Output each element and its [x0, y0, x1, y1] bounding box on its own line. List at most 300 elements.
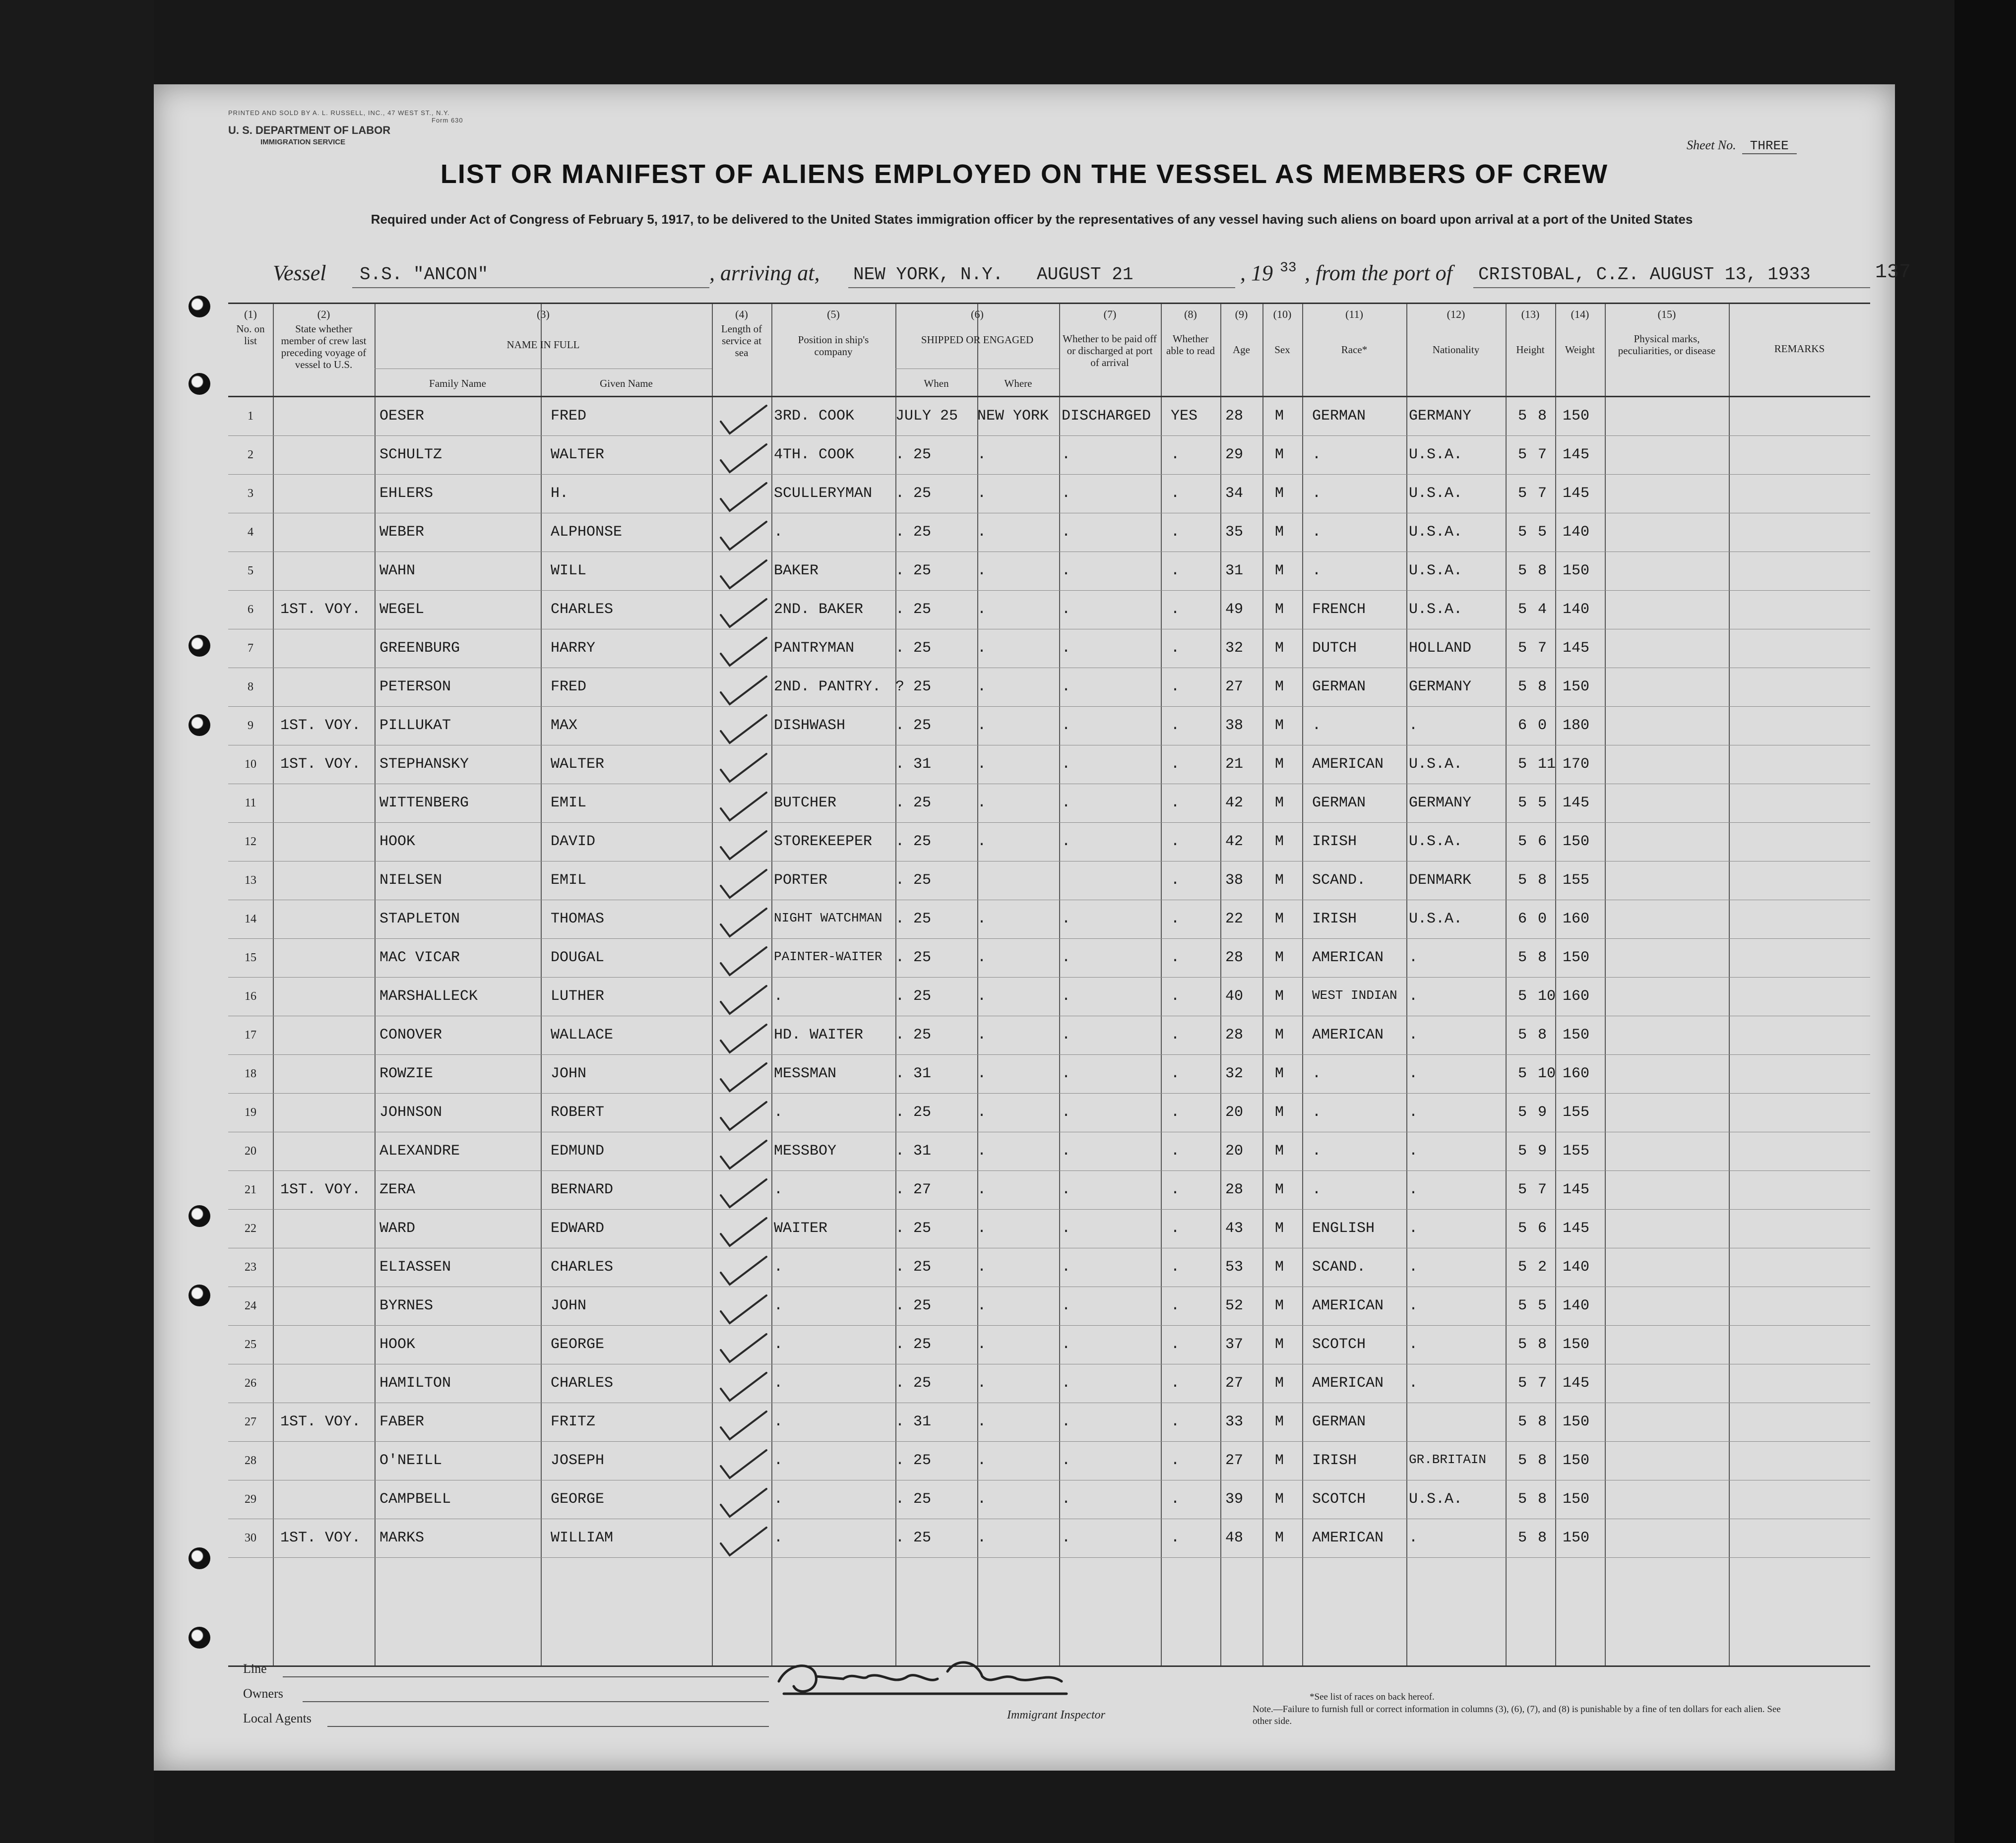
row-paid: . [1062, 601, 1071, 618]
row-race: GERMAN [1312, 408, 1366, 425]
row-read: YES [1171, 408, 1198, 425]
row-nationality: U.S.A. [1409, 524, 1463, 541]
service-checkmark [717, 1215, 771, 1250]
row-when: . 25 [895, 1375, 932, 1392]
row-given: GEORGE [551, 1491, 605, 1508]
binding-hole-5 [189, 1205, 210, 1227]
row-race: AMERICAN [1312, 1297, 1384, 1314]
row-paid: . [1062, 562, 1071, 579]
row-age: 20 [1225, 1104, 1244, 1121]
row-age: 31 [1225, 562, 1244, 579]
row-rule [228, 1093, 1870, 1094]
service-checkmark [717, 1447, 771, 1482]
row-age: 37 [1225, 1336, 1244, 1353]
row-race: SCOTCH [1312, 1491, 1366, 1508]
row-age: 28 [1225, 408, 1244, 425]
row-in: 2 [1538, 1259, 1547, 1276]
row-sex: M [1275, 1181, 1284, 1198]
row-weight: 145 [1563, 1220, 1590, 1237]
col9-label: Age [1233, 344, 1250, 356]
col3-given: Given Name [600, 377, 653, 389]
row-race: SCAND. [1312, 872, 1366, 889]
row-nationality: . [1409, 949, 1418, 966]
row-weight: 170 [1563, 756, 1590, 773]
row-read: . [1171, 833, 1180, 850]
row-where: . [977, 524, 987, 541]
row-nationality: U.S.A. [1409, 833, 1463, 850]
row-rule [228, 706, 1870, 707]
row-when: . 25 [895, 485, 932, 502]
row-sex: M [1275, 1530, 1284, 1546]
row-ft: 5 [1518, 1143, 1527, 1160]
row-where: . [977, 1413, 987, 1430]
row-ft: 5 [1518, 756, 1527, 773]
row-family: BYRNES [379, 1297, 434, 1314]
row-ft: 5 [1518, 446, 1527, 463]
row-sex: M [1275, 1220, 1284, 1237]
row-age: 42 [1225, 833, 1244, 850]
row-family: HAMILTON [379, 1375, 451, 1392]
col14-num: (14) [1571, 308, 1589, 320]
row-when: . 25 [895, 1491, 932, 1508]
vessel-name: S.S. "ANCON" [360, 264, 489, 285]
row-age: 53 [1225, 1259, 1244, 1276]
row-number: 22 [245, 1222, 256, 1235]
row-when: . 25 [895, 1220, 932, 1237]
row-where: . [977, 1181, 987, 1198]
row-ft: 5 [1518, 1413, 1527, 1430]
row-weight: 140 [1563, 1259, 1590, 1276]
row-race: IRISH [1312, 1452, 1357, 1469]
row-sex: M [1275, 1336, 1284, 1353]
row-age: 28 [1225, 1027, 1244, 1044]
row-ft: 5 [1518, 1452, 1527, 1469]
row-sex: M [1275, 1065, 1284, 1082]
row-when: . 25 [895, 524, 932, 541]
row-sex: M [1275, 1143, 1284, 1160]
row-position: PAINTER-WAITER [774, 949, 882, 964]
row-weight: 155 [1563, 1104, 1590, 1121]
col1-num: (1) [244, 308, 257, 320]
col9-num: (9) [1235, 308, 1248, 320]
row-position: . [774, 1259, 783, 1276]
row-when: . 25 [895, 601, 932, 618]
row-prior-voyage: 1ST. VOY. [280, 756, 361, 773]
footer-agents-label: Local Agents [243, 1711, 312, 1725]
row-nationality: U.S.A. [1409, 601, 1463, 618]
col4-num: (4) [735, 308, 748, 320]
col5-label: Position in ship's company [798, 334, 869, 358]
row-in: 8 [1538, 949, 1547, 966]
from-port-label: , from the port of [1305, 261, 1452, 285]
row-given: JOHN [551, 1297, 587, 1314]
row-where: . [977, 446, 987, 463]
row-race: . [1312, 1181, 1322, 1198]
row-prior-voyage: 1ST. VOY. [280, 1413, 361, 1430]
row-where: . [977, 1143, 987, 1160]
row-given: CHARLES [551, 601, 614, 618]
header-separator [228, 396, 1870, 397]
row-sex: M [1275, 911, 1284, 927]
col6-num: (6) [971, 308, 984, 320]
service-checkmark [717, 751, 771, 786]
row-age: 40 [1225, 988, 1244, 1005]
row-nationality: . [1409, 1104, 1418, 1121]
row-family: STAPLETON [379, 911, 460, 927]
row-nationality: DENMARK [1409, 872, 1472, 889]
row-weight: 155 [1563, 872, 1590, 889]
row-ft: 6 [1518, 717, 1527, 734]
row-weight: 150 [1563, 1413, 1590, 1430]
inspector-signature [769, 1642, 1076, 1711]
service-checkmark [717, 906, 771, 940]
col12-num: (12) [1447, 308, 1465, 320]
row-position: PANTRYMAN [774, 640, 855, 657]
service-checkmark [717, 712, 771, 747]
row-read: . [1171, 1530, 1180, 1546]
row-number: 30 [245, 1532, 256, 1544]
arriving-port: NEW YORK, N.Y. [853, 264, 1004, 285]
row-when: . 25 [895, 1452, 932, 1469]
row-race: . [1312, 562, 1322, 579]
row-read: . [1171, 949, 1180, 966]
col14-label: Weight [1565, 344, 1595, 356]
row-position: . [774, 524, 783, 541]
row-race: . [1312, 1065, 1322, 1082]
row-number: 16 [245, 990, 256, 1003]
row-age: 27 [1225, 1452, 1244, 1469]
row-in: 8 [1538, 678, 1547, 695]
row-sex: M [1275, 872, 1284, 889]
row-when: . 25 [895, 1336, 932, 1353]
year-prefix: , 19 [1240, 261, 1273, 285]
row-where: . [977, 640, 987, 657]
row-paid: . [1062, 1065, 1071, 1082]
col5-num: (5) [827, 308, 840, 320]
col11-num: (11) [1345, 308, 1363, 320]
row-paid: . [1062, 1413, 1071, 1430]
row-read: . [1171, 562, 1180, 579]
row-ft: 5 [1518, 872, 1527, 889]
column-divider [1262, 304, 1263, 1665]
col4-label: Length of service at sea [721, 323, 762, 359]
row-family: WITTENBERG [379, 795, 469, 811]
row-read: . [1171, 1297, 1180, 1314]
sheet-number [1687, 138, 1797, 153]
row-read: . [1171, 988, 1180, 1005]
row-when: . 25 [895, 795, 932, 811]
row-number: 13 [245, 874, 256, 887]
row-when: ? 25 [895, 678, 932, 695]
row-number: 4 [248, 526, 253, 539]
row-race: AMERICAN [1312, 756, 1384, 773]
form-number: Form 630 [432, 117, 463, 124]
row-given: EDWARD [551, 1220, 605, 1237]
row-rule [228, 1557, 1870, 1558]
department-label: U. S. DEPARTMENT OF LABOR [228, 124, 391, 136]
arrival-year: 33 [1280, 260, 1297, 276]
row-nationality: U.S.A. [1409, 562, 1463, 579]
row-rule [228, 1441, 1870, 1442]
row-position: . [774, 1297, 783, 1314]
row-paid: . [1062, 446, 1071, 463]
row-ft: 5 [1518, 988, 1527, 1005]
col10-num: (10) [1273, 308, 1292, 320]
row-where: . [977, 485, 987, 502]
row-weight: 160 [1563, 911, 1590, 927]
row-paid: . [1062, 1259, 1071, 1276]
row-number: 25 [245, 1338, 256, 1351]
row-in: 7 [1538, 446, 1547, 463]
row-weight: 145 [1563, 446, 1590, 463]
row-number: 8 [248, 680, 253, 693]
col8-num: (8) [1184, 308, 1197, 320]
row-rule [228, 474, 1870, 475]
row-nationality: U.S.A. [1409, 446, 1463, 463]
page-number: 137 [1875, 261, 1911, 284]
row-family: ROWZIE [379, 1065, 434, 1082]
row-read: . [1171, 678, 1180, 695]
row-age: 21 [1225, 756, 1244, 773]
sheet-value: THREE [1742, 138, 1797, 154]
row-nationality: U.S.A. [1409, 911, 1463, 927]
row-weight: 155 [1563, 1143, 1590, 1160]
row-in: 5 [1538, 795, 1547, 811]
row-sex: M [1275, 446, 1284, 463]
row-ft: 5 [1518, 1220, 1527, 1237]
col6-label: SHIPPED OR ENGAGED [921, 334, 1034, 346]
row-age: 48 [1225, 1530, 1244, 1546]
row-sex: M [1275, 1297, 1284, 1314]
row-number: 11 [245, 797, 256, 809]
row-age: 49 [1225, 601, 1244, 618]
row-given: ALPHONSE [551, 524, 623, 541]
row-paid: . [1062, 1181, 1071, 1198]
row-read: . [1171, 795, 1180, 811]
service-checkmark [717, 1525, 771, 1559]
col13-label: Height [1516, 344, 1545, 356]
row-given: THOMAS [551, 911, 605, 927]
row-family: WEGEL [379, 601, 425, 618]
row-family: WEBER [379, 524, 425, 541]
row-where: . [977, 988, 987, 1005]
row-number: 18 [245, 1067, 256, 1080]
row-race: AMERICAN [1312, 1375, 1384, 1392]
binding-hole-3 [189, 635, 210, 657]
row-ft: 5 [1518, 1027, 1527, 1044]
column-divider [1605, 304, 1606, 1665]
row-position: MESSBOY [774, 1143, 837, 1160]
row-rule [228, 977, 1870, 978]
row-given: EMIL [551, 795, 587, 811]
row-when: . 31 [895, 1143, 932, 1160]
row-read: . [1171, 1065, 1180, 1082]
row-number: 21 [245, 1183, 256, 1196]
row-where: . [977, 756, 987, 773]
column-divider [375, 304, 376, 1665]
row-sex: M [1275, 601, 1284, 618]
row-number: 9 [248, 719, 253, 732]
col3-label: NAME IN FULL [506, 339, 580, 351]
row-paid: . [1062, 678, 1071, 695]
row-where: . [977, 1104, 987, 1121]
row-rule [228, 822, 1870, 823]
row-in: 8 [1538, 1530, 1547, 1546]
service-checkmark [717, 790, 771, 824]
row-when: . 31 [895, 756, 932, 773]
row-ft: 5 [1518, 678, 1527, 695]
row-age: 20 [1225, 1143, 1244, 1160]
row-family: ZERA [379, 1181, 416, 1198]
row-given: EDMUND [551, 1143, 605, 1160]
row-weight: 150 [1563, 1530, 1590, 1546]
row-in: 0 [1538, 911, 1547, 927]
row-in: 8 [1538, 1027, 1547, 1044]
arriving-label: , arriving at, [709, 261, 820, 285]
row-race: SCOTCH [1312, 1336, 1366, 1353]
row-race: IRISH [1312, 911, 1357, 927]
row-weight: 150 [1563, 949, 1590, 966]
service-checkmark [717, 983, 771, 1018]
row-sex: M [1275, 795, 1284, 811]
row-read: . [1171, 1375, 1180, 1392]
from-port: CRISTOBAL, C.Z. AUGUST 13, 1933 [1478, 264, 1811, 285]
row-ft: 5 [1518, 1065, 1527, 1082]
row-given: GEORGE [551, 1336, 605, 1353]
row-in: 10 [1538, 988, 1556, 1005]
row-nationality: GR.BRITAIN [1409, 1452, 1487, 1467]
row-prior-voyage: 1ST. VOY. [280, 1530, 361, 1546]
row-family: PILLUKAT [379, 717, 451, 734]
row-when: . 25 [895, 1104, 932, 1121]
row-number: 14 [245, 913, 256, 925]
row-age: 39 [1225, 1491, 1244, 1508]
row-ft: 5 [1518, 833, 1527, 850]
row-age: 29 [1225, 446, 1244, 463]
row-number: 17 [245, 1029, 256, 1042]
row-read: . [1171, 485, 1180, 502]
row-read: . [1171, 756, 1180, 773]
row-family: WAHN [379, 562, 416, 579]
row-sex: M [1275, 988, 1284, 1005]
row-age: 32 [1225, 1065, 1244, 1082]
col7-label: Whether to be paid off or discharged at port of arrival [1063, 333, 1157, 369]
row-weight: 145 [1563, 485, 1590, 502]
row-read: . [1171, 717, 1180, 734]
service-checkmark [717, 1331, 771, 1366]
row-position: WAITER [774, 1220, 828, 1237]
row-weight: 150 [1563, 1027, 1590, 1044]
row-weight: 150 [1563, 562, 1590, 579]
row-nationality: GERMANY [1409, 795, 1472, 811]
page-title: LIST OR MANIFEST OF ALIENS EMPLOYED ON THE VESSEL AS MEMBERS OF CREW [440, 159, 1609, 189]
column-divider [1729, 304, 1730, 1665]
row-number: 20 [245, 1145, 256, 1158]
row-in: 5 [1538, 1297, 1547, 1314]
row-where: . [977, 1530, 987, 1546]
row-family: MARKS [379, 1530, 425, 1546]
col16-label: REMARKS [1774, 343, 1825, 355]
row-given: WALTER [551, 446, 605, 463]
row-ft: 5 [1518, 1336, 1527, 1353]
row-when: . 25 [895, 911, 932, 927]
row-nationality: . [1409, 1027, 1418, 1044]
row-race: IRISH [1312, 833, 1357, 850]
row-given: EMIL [551, 872, 587, 889]
col11-label: Race* [1341, 344, 1368, 356]
row-weight: 140 [1563, 524, 1590, 541]
row-sex: M [1275, 524, 1284, 541]
row-where: . [977, 1375, 987, 1392]
row-where: . [977, 1452, 987, 1469]
service-checkmark [717, 1254, 771, 1289]
row-paid: . [1062, 1220, 1071, 1237]
row-paid: . [1062, 524, 1071, 541]
row-when: . 31 [895, 1413, 932, 1430]
row-paid: . [1062, 833, 1071, 850]
row-age: 27 [1225, 678, 1244, 695]
row-family: MAC VICAR [379, 949, 460, 966]
row-when: . 25 [895, 1530, 932, 1546]
col2-num: (2) [317, 308, 330, 320]
row-rule [228, 1054, 1870, 1055]
row-sex: M [1275, 408, 1284, 425]
row-age: 33 [1225, 1413, 1244, 1430]
row-nationality: . [1409, 1530, 1418, 1546]
col15-label: Physical marks, peculiarities, or disease [1618, 333, 1716, 357]
service-checkmark [717, 1099, 771, 1134]
row-read: . [1171, 1181, 1180, 1198]
row-number: 26 [245, 1377, 256, 1390]
column-divider [1161, 304, 1162, 1665]
row-family: GREENBURG [379, 640, 460, 657]
row-sex: M [1275, 1452, 1284, 1469]
row-age: 52 [1225, 1297, 1244, 1314]
col12-label: Nationality [1432, 344, 1480, 356]
column-divider [1506, 304, 1507, 1665]
row-weight: 150 [1563, 678, 1590, 695]
row-number: 15 [245, 951, 256, 964]
row-when: . 25 [895, 562, 932, 579]
row-weight: 140 [1563, 1297, 1590, 1314]
row-in: 4 [1538, 601, 1547, 618]
row-family: HOOK [379, 833, 416, 850]
row-weight: 145 [1563, 795, 1590, 811]
footer-owners-label: Owners [243, 1686, 283, 1701]
row-paid: DISCHARGED [1062, 408, 1151, 425]
row-when: . 31 [895, 1065, 932, 1082]
row-in: 8 [1538, 562, 1547, 579]
row-read: . [1171, 1220, 1180, 1237]
row-in: 8 [1538, 1413, 1547, 1430]
row-prior-voyage: 1ST. VOY. [280, 1181, 361, 1198]
row-sex: M [1275, 1413, 1284, 1430]
row-read: . [1171, 872, 1180, 889]
row-given: LUTHER [551, 988, 605, 1005]
row-weight: 150 [1563, 408, 1590, 425]
row-when: . 25 [895, 988, 932, 1005]
row-in: 8 [1538, 872, 1547, 889]
column-divider [541, 304, 542, 1665]
row-position: . [774, 1452, 783, 1469]
row-given: MAX [551, 717, 578, 734]
row-number: 12 [245, 835, 256, 848]
row-where: . [977, 833, 987, 850]
row-in: 5 [1538, 524, 1547, 541]
row-where: . [977, 1259, 987, 1276]
row-position: . [774, 1375, 783, 1392]
row-age: 42 [1225, 795, 1244, 811]
